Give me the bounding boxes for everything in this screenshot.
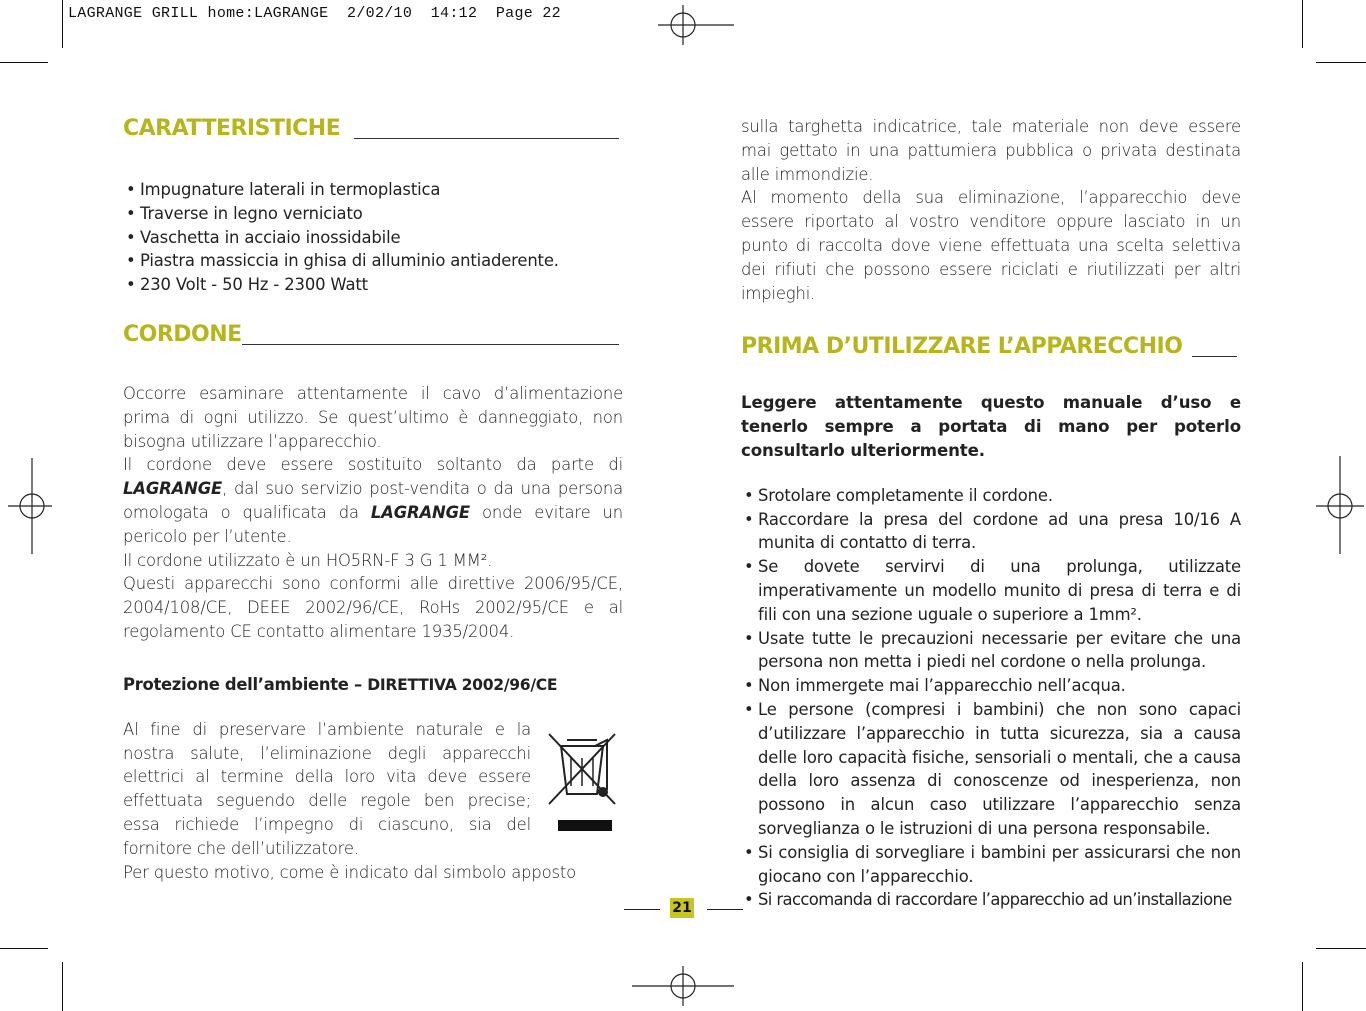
registration-mark-left <box>8 458 52 554</box>
registration-mark-bottom <box>632 966 734 1006</box>
crop-mark <box>62 962 63 1011</box>
cordone-text <box>123 382 623 644</box>
page-number: 21 <box>670 898 694 918</box>
instructions-list <box>741 484 1241 912</box>
list-item: • Usate tutte le precauzioni necessarie per evitare che una persona non metta i piedi nel cordone o nella prolunga. <box>741 627 1241 675</box>
crop-mark <box>1302 962 1303 1011</box>
section-title-text: CARATTERISTICHE <box>123 116 341 141</box>
crossed-out-wheelie-bin-icon <box>547 728 617 832</box>
paragraph: Il cordone utilizzato è un HO5RN-F 3 G 1 MM². <box>123 550 493 570</box>
registration-mark-right <box>1316 456 1364 554</box>
lead-paragraph: Leggere attentamente questo manuale d’uso e tenerlo sempre a portata di mano per poterlo consultarlo ulteriormente. <box>741 393 1241 460</box>
list-item: • Si consiglia di sorvegliare i bambini per assicurarsi che non giocano con l’apparecchio. <box>741 841 1241 889</box>
features-list <box>123 178 623 297</box>
page-number-dash <box>624 909 660 910</box>
list-item: • Piastra massiccia in ghisa di alluminio antiaderente. <box>123 249 623 273</box>
list-item: • Non immergete mai l’apparecchio nell’acqua. <box>741 674 1241 698</box>
crop-mark <box>62 0 63 48</box>
brand-name: LAGRANGE <box>123 479 223 499</box>
title-rule <box>242 344 619 345</box>
list-item: • Si raccomanda di raccordare l’apparecchio ad un’installazione <box>741 888 1241 912</box>
list-item: • Raccordare la presa del cordone ad una presa 10/16 A munita di contatto di terra. <box>741 508 1241 556</box>
paragraph: Al momento della sua eliminazione, l’apparecchio deve essere riportato al vostro venditore oppure lasciato in un punto di raccolta dove viene effettuata una scelta selettiva dei rifiuti che possono essere riciclati e riutilizzati per altri impieghi. <box>741 188 1241 303</box>
list-item: • Se dovete servirvi di una prolunga, utilizzate imperativamente un modello munito di presa di terra e di fili con una sezione uguale o superiore a 1mm². <box>741 555 1241 626</box>
print-header: LAGRANGE GRILL home:LAGRANGE 2/02/10 14:12 Page 22 <box>68 5 561 22</box>
crosshair-registration-mark-icon <box>1316 456 1364 554</box>
list-item: • Impugnature laterali in termoplastica <box>123 178 623 202</box>
list-item: • Le persone (compresi i bambini) che non sono capaci d’utilizzare l’apparecchio in tutta sicurezza, sia a causa delle loro capacità fisiche, sensoriali o mentali, che a causa della loro assenza di conoscenze od inesperienza, non possono in alcun caso utilizzare l’apparecchio senza sorveglianza o le istruzioni di una persona responsabile. <box>741 698 1241 841</box>
ambiente-block <box>123 718 623 885</box>
paragraph: Questi apparecchi sono conformi alle direttive 2006/95/CE, 2004/108/CE, DEEE 2002/96/CE, RoHs 2002/95/CE e al regolamento CE contatto alimentare 1935/2004. <box>123 574 623 641</box>
weee-symbol <box>547 728 617 832</box>
ambiente-paragraph: Al fine di preservare l’ambiente naturale e la nostra salute, l’eliminazione degli apparecchi elettrici al termine della loro vita deve essere effettuata seguendo delle regole ben precise; essa richiede l’impegno di ciascuno, sia del fornitore che dell’utilizzatore. <box>123 719 531 858</box>
section-title-prima <box>741 333 1237 361</box>
crop-mark <box>1302 0 1303 48</box>
ambiente-subheading: Protezione dell’ambiente – DIRETTIVA 2002/96/CE <box>123 674 558 694</box>
list-item: • Vaschetta in acciaio inossidabile <box>123 226 623 250</box>
paragraph: Il cordone deve essere sostituito soltanto da parte di LAGRANGE, dal suo servizio post-vendita o da una persona omologata o qualificata da LAGRANGE onde evitare un pericolo per l’utente. <box>123 455 624 546</box>
crosshair-registration-mark-icon <box>658 5 734 45</box>
paragraph: sulla targhetta indicatrice, tale materiale non deve essere mai gettato in una pattumiera pubblica o privata destinata alle immondizie. <box>741 117 1241 184</box>
section-title-caratteristiche <box>123 115 619 143</box>
list-item: • Traverse in legno verniciato <box>123 202 623 226</box>
left-column <box>123 115 623 884</box>
registration-mark-top <box>658 5 734 45</box>
crosshair-registration-mark-icon <box>632 966 734 1006</box>
right-column <box>741 115 1241 912</box>
crop-mark <box>1316 948 1366 949</box>
paragraph: Occorre esaminare attentamente il cavo d’alimentazione prima di ogni utilizzo. Se quest’ultimo è danneggiato, non bisogna utilizzare l’apparecchio. <box>123 383 623 451</box>
crop-mark <box>1316 62 1366 63</box>
section-title-text: CORDONE <box>123 321 242 347</box>
crosshair-registration-mark-icon <box>8 458 52 554</box>
section-title-text: PRIMA D’UTILIZZARE L’APPARECCHIO <box>741 334 1183 360</box>
brand-name: LAGRANGE <box>370 502 470 522</box>
crop-mark <box>0 948 48 949</box>
list-item: • Srotolare completamente il cordone. <box>741 484 1241 508</box>
list-item: • 230 Volt - 50 Hz - 2300 Watt <box>123 273 623 297</box>
title-rule <box>1192 356 1237 357</box>
crop-mark <box>0 62 48 63</box>
page-number-dash <box>707 909 743 910</box>
title-rule <box>354 138 619 139</box>
section-title-cordone <box>123 321 619 349</box>
disposal-text <box>741 115 1241 305</box>
ambiente-paragraph: Per questo motivo, come è indicato dal simbolo apposto <box>123 862 577 882</box>
